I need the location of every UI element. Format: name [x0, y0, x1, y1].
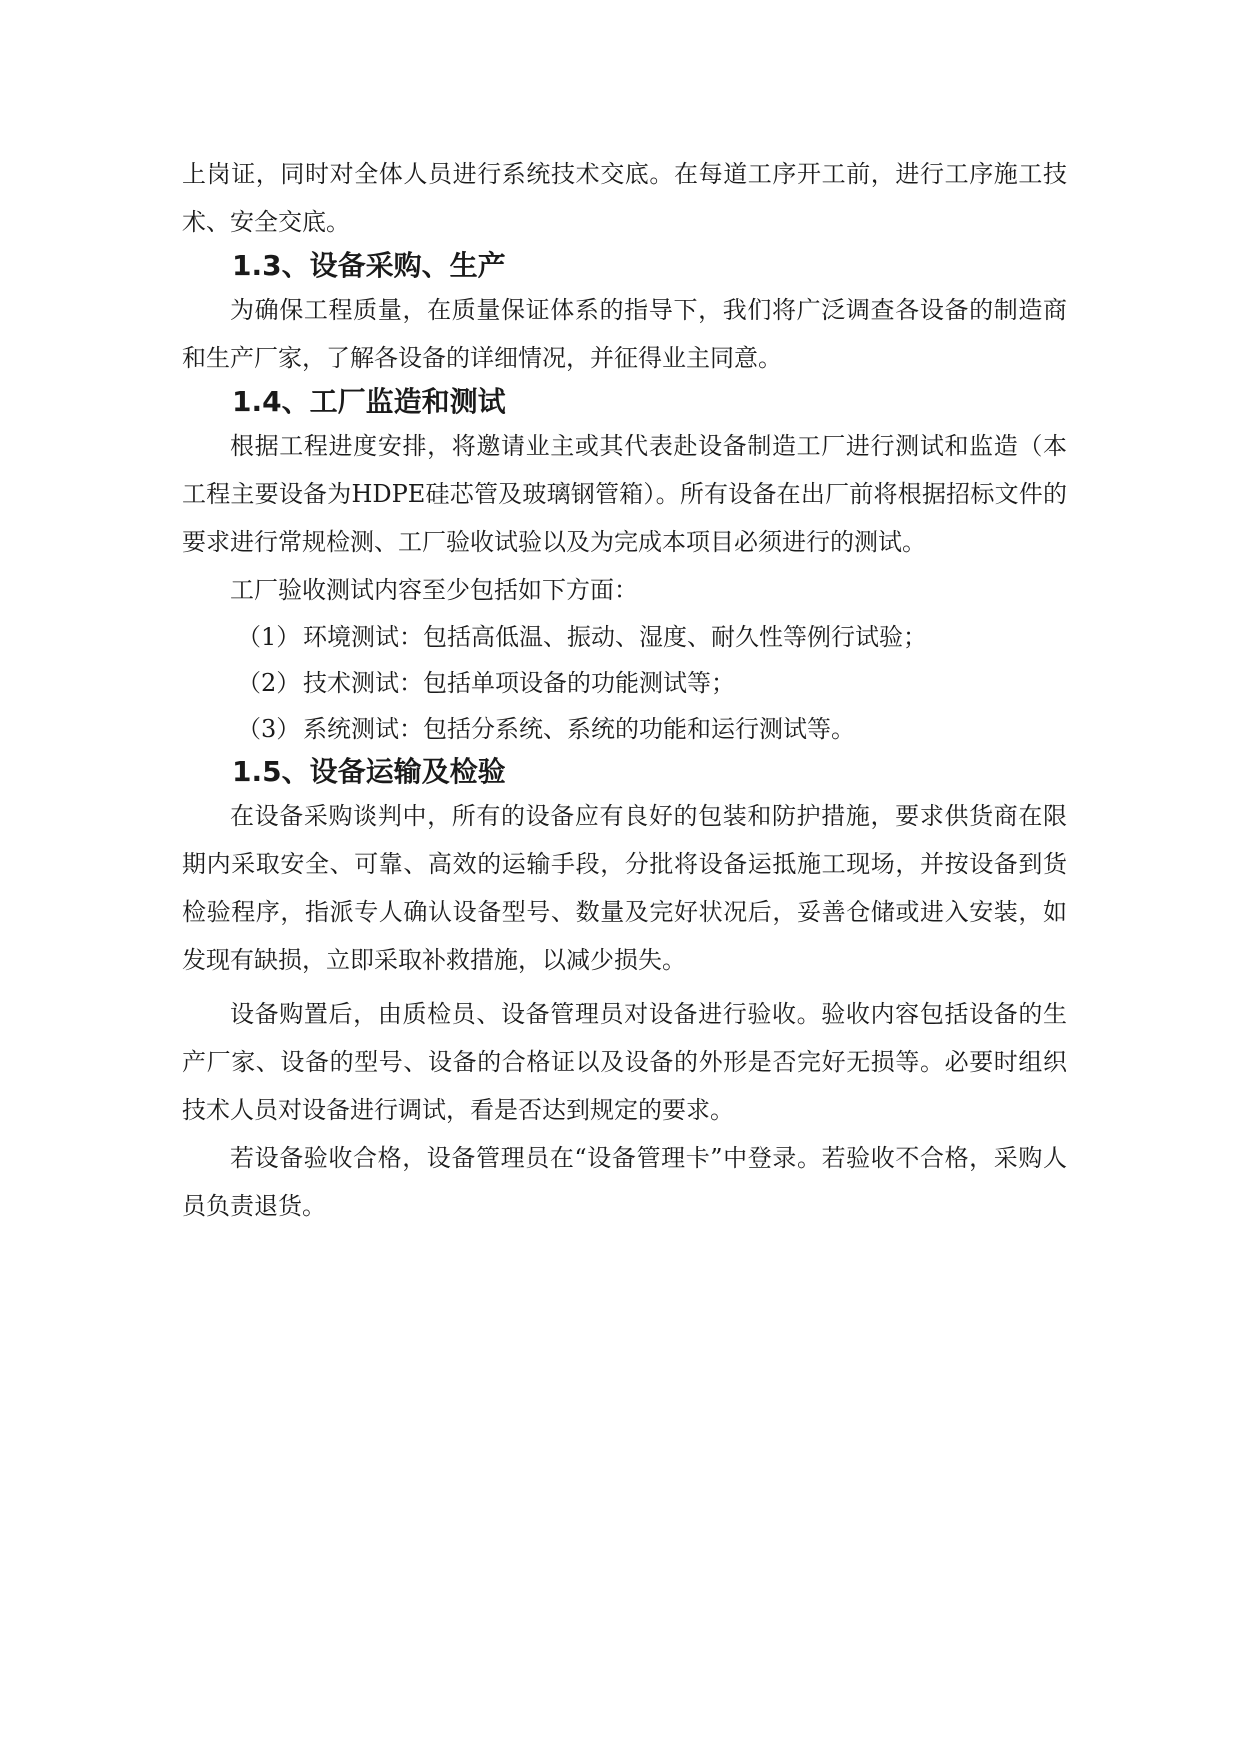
document-body: [182, 150, 1067, 1230]
list-item-number: （2）: [237, 669, 301, 697]
section-1-4-paragraph: 根据工程进度安排，将邀请业主或其代表赴设备制造工厂进行测试和监造（本工程主要设备为HDPE硅芯管及玻璃钢管箱）。所有设备在出厂前将根据招标文件的要求进行常规检测、工厂验收试验以及为完成本项目必须进行的测试。: [182, 432, 1067, 556]
list-item-text: 系统测试：包括分系统、系统的功能和运行测试等。: [303, 715, 855, 743]
list-item-number: （1）: [237, 623, 301, 651]
section-heading-1-4: 1.4、工厂监造和测试: [232, 385, 506, 418]
section-1-5-paragraph-3: 若设备验收合格，设备管理员在“设备管理卡”中登录。若验收不合格，采购人员负责退货。: [182, 1144, 1067, 1220]
list-item-text: 环境测试：包括高低温、振动、湿度、耐久性等例行试验；: [303, 623, 927, 651]
section-heading-1-3: 1.3、设备采购、生产: [232, 249, 506, 282]
section-1-5-paragraph-2: 设备购置后，由质检员、设备管理员对设备进行验收。验收内容包括设备的生产厂家、设备的型号、设备的合格证以及设备的外形是否完好无损等。必要时组织技术人员对设备进行调试，看是否达到规定的要求。: [182, 1000, 1067, 1124]
list-item-text: 技术测试：包括单项设备的功能测试等；: [303, 669, 735, 697]
intro-paragraph: 上岗证，同时对全体人员进行系统技术交底。在每道工序开工前，进行工序施工技术、安全交底。: [182, 160, 1067, 236]
list-item: [182, 660, 1067, 706]
list-item: [182, 614, 1067, 660]
list-item-number: （3）: [237, 715, 301, 743]
section-1-3-paragraph: 为确保工程质量，在质量保证体系的指导下，我们将广泛调查各设备的制造商和生产厂家，了解各设备的详细情况，并征得业主同意。: [182, 296, 1067, 372]
list-item: [182, 706, 1067, 752]
section-1-5-paragraph-1: 在设备采购谈判中，所有的设备应有良好的包装和防护措施，要求供货商在限期内采取安全、可靠、高效的运输手段，分批将设备运抵施工现场，并按设备到货检验程序，指派专人确认设备型号、数量及完好状况后，妥善仓储或进入安装，如发现有缺损，立即采取补救措施，以减少损失。: [182, 802, 1067, 974]
test-list-intro: 工厂验收测试内容至少包括如下方面：: [230, 576, 638, 604]
section-heading-1-5: 1.5、设备运输及检验: [232, 755, 506, 788]
test-list: [182, 614, 1067, 752]
